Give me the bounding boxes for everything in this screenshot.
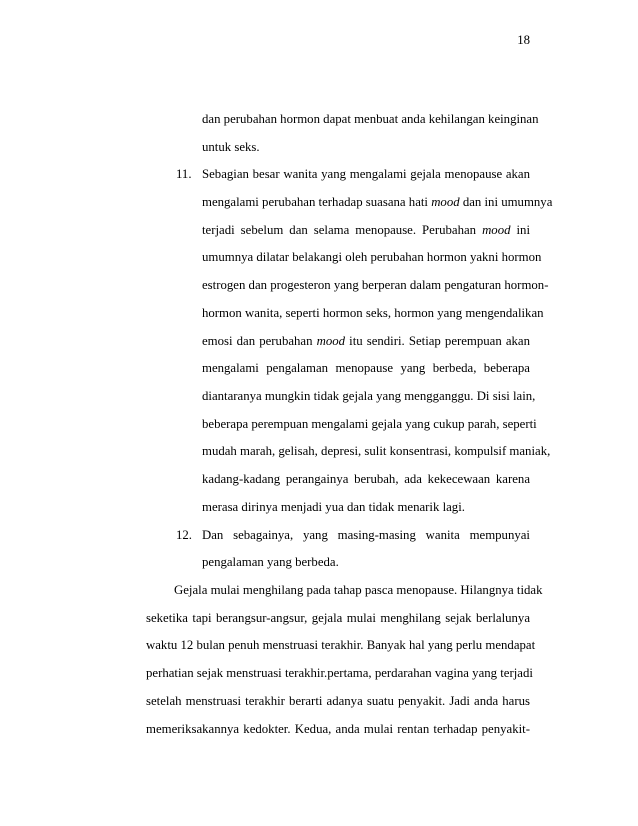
italic-term: mood [431,195,460,209]
list-item-line: hormon wanita, seperti hormon seks, hormon yang mengendalikan [202,306,544,320]
paragraph-line: perhatian sejak menstruasi terakhir.pertama, perdarahan vagina yang terjadi [146,666,533,680]
page-number: 18 [517,33,530,47]
paragraph-line: seketika tapi berangsur-angsur, gejala mulai menghilang sejak berlalunya [146,611,530,625]
italic-term: mood [482,223,511,237]
list-item-line: pengalaman yang berbeda. [202,555,339,569]
list-item-line: umumnya dilatar belakangi oleh perubahan hormon yakni hormon [202,250,542,264]
list-item-line: estrogen dan progesteron yang berperan dalam pengaturan hormon- [202,278,549,292]
paragraph-line: memeriksakannya kedokter. Kedua, anda mulai rentan terhadap penyakit- [146,722,530,736]
list-item-line: mengalami perubahan terhadap suasana hati mood dan ini umumnya [202,195,553,209]
list-item-line: beberapa perempuan mengalami gejala yang cukup parah, seperti [202,417,537,431]
paragraph-line: Gejala mulai menghilang pada tahap pasca menopause. Hilangnya tidak [174,583,543,597]
list-item-line: diantaranya mungkin tidak gejala yang mengganggu. Di sisi lain, [202,389,536,403]
list-continuation-line: untuk seks. [202,140,260,154]
list-item-line: Dan sebagainya, yang masing-masing wanita mempunyai [202,528,530,542]
list-item-line: mudah marah, gelisah, depresi, sulit konsentrasi, kompulsif maniak, [202,444,551,458]
list-item-line: terjadi sebelum dan selama menopause. Perubahan mood ini [202,223,530,237]
list-item-line: mengalami pengalaman menopause yang berbeda, beberapa [202,361,530,375]
list-continuation-line: dan perubahan hormon dapat menbuat anda kehilangan keinginan [202,112,539,126]
list-item-line: kadang-kadang perangainya berubah, ada kekecewaan karena [202,472,530,486]
list-item-line: merasa dirinya menjadi yua dan tidak menarik lagi. [202,500,465,514]
paragraph-line: setelah menstruasi terakhir berarti adanya suatu penyakit. Jadi anda harus [146,694,530,708]
list-item-line: emosi dan perubahan mood itu sendiri. Setiap perempuan akan [202,334,531,348]
list-item-number: 11. [176,167,192,181]
list-item-line: Sebagian besar wanita yang mengalami gejala menopause akan [202,167,530,181]
list-item-number: 12. [176,528,192,542]
italic-term: mood [316,334,346,348]
paragraph-line: waktu 12 bulan penuh menstruasi terakhir. Banyak hal yang perlu mendapat [146,638,536,652]
